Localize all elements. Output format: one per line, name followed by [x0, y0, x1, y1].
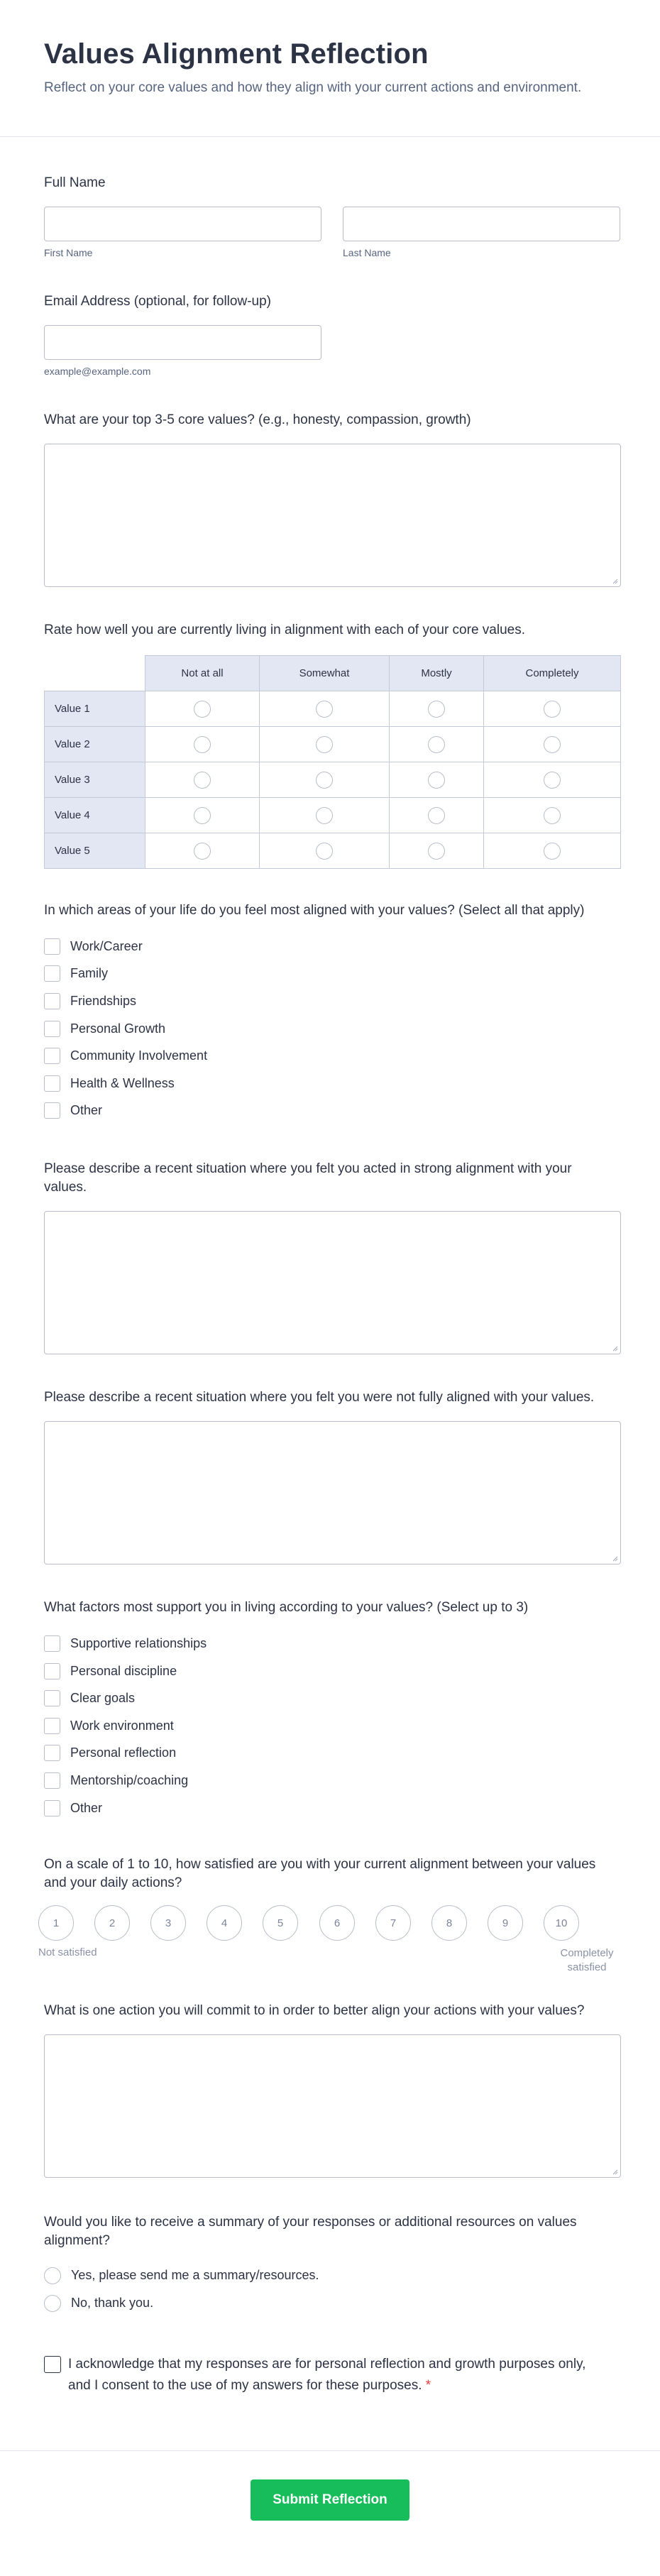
consent-checkbox-row[interactable] — [44, 2354, 616, 2396]
matrix-corner — [45, 656, 145, 691]
satisfaction-scale — [38, 1905, 621, 1974]
aligned-areas-section — [44, 901, 616, 1124]
matrix-radio[interactable] — [194, 772, 211, 789]
checkbox[interactable] — [44, 993, 60, 1009]
checkbox[interactable] — [44, 965, 60, 982]
full-name-section — [44, 174, 616, 258]
scale-option-8[interactable]: 8 — [431, 1905, 467, 1941]
summary-label: Would you like to receive a summary of your responses or additional resources on values alignment? — [44, 2215, 577, 2249]
matrix-radio[interactable] — [316, 701, 333, 718]
matrix-row-header: Value 2 — [45, 727, 145, 762]
first-name-sublabel: First Name — [44, 247, 93, 258]
matrix-row — [45, 833, 621, 869]
email-sublabel: example@example.com — [44, 366, 151, 377]
matrix-col-header: Not at all — [145, 656, 260, 691]
form-footer — [0, 2450, 660, 2521]
matrix-radio[interactable] — [428, 843, 445, 860]
checkbox[interactable] — [44, 1718, 60, 1734]
areas-checkbox-list — [44, 933, 616, 1124]
matrix-radio[interactable] — [316, 843, 333, 860]
form-body — [0, 174, 660, 2396]
matrix-radio[interactable] — [428, 736, 445, 753]
matrix-radio[interactable] — [544, 772, 561, 789]
form-subtitle: Reflect on your core values and how they align with your current actions and environment. — [44, 80, 582, 95]
core-values-textarea[interactable] — [44, 444, 621, 587]
matrix-radio[interactable] — [194, 843, 211, 860]
core-values-section — [44, 411, 616, 587]
commit-action-textarea[interactable] — [44, 2034, 621, 2178]
checkbox[interactable] — [44, 1021, 60, 1037]
not-aligned-label: Please describe a recent situation where you felt you were not fully aligned with your values. — [44, 1390, 595, 1405]
resize-grip-icon[interactable] — [611, 1555, 618, 1562]
factors-option[interactable]: Work environment — [44, 1712, 616, 1740]
form-header — [0, 0, 660, 137]
scale-option-7[interactable]: 7 — [375, 1905, 411, 1941]
matrix-radio[interactable] — [194, 807, 211, 824]
areas-option[interactable]: Friendships — [44, 987, 616, 1015]
matrix-radio[interactable] — [316, 807, 333, 824]
summary-request-section — [44, 2213, 616, 2317]
required-mark: * — [425, 2378, 431, 2394]
resize-grip-icon[interactable] — [611, 1344, 618, 1352]
alignment-matrix-section — [44, 621, 616, 869]
matrix-radio[interactable] — [428, 701, 445, 718]
matrix-radio[interactable] — [428, 807, 445, 824]
last-name-sublabel: Last Name — [343, 247, 391, 258]
checkbox[interactable] — [44, 1048, 60, 1064]
consent-text: I acknowledge that my responses are for personal reflection and growth purposes only, and I consent to the use of my answers for these purposes. * — [68, 2357, 586, 2394]
form-title: Values Alignment Reflection — [44, 38, 429, 70]
factors-option[interactable]: Other — [44, 1794, 616, 1822]
satisfaction-scale-section — [38, 1856, 616, 1974]
not-aligned-section — [44, 1388, 616, 1564]
consent-section — [44, 2354, 616, 2396]
matrix-col-header: Completely — [484, 656, 621, 691]
scale-low-label: Not satisfied — [38, 1946, 97, 1959]
areas-option[interactable]: Work/Career — [44, 933, 616, 960]
first-name-input[interactable] — [44, 207, 321, 241]
matrix-radio[interactable] — [428, 772, 445, 789]
matrix-row-header: Value 3 — [45, 762, 145, 798]
factors-option[interactable]: Personal reflection — [44, 1740, 616, 1767]
matrix-label: Rate how well you are currently living in alignment with each of your core values. — [44, 623, 525, 637]
matrix-row — [45, 691, 621, 727]
checkbox[interactable] — [44, 1102, 60, 1119]
matrix-row — [45, 727, 621, 762]
areas-option[interactable]: Family — [44, 960, 616, 988]
consent-checkbox[interactable] — [44, 2356, 61, 2373]
summary-radio-list — [44, 2262, 616, 2317]
strong-alignment-textarea[interactable] — [44, 1211, 621, 1354]
commit-action-label: What is one action you will commit to in order to better align your actions with your values? — [44, 2003, 585, 2019]
core-values-label: What are your top 3-5 core values? (e.g., honesty, compassion, growth) — [44, 412, 471, 427]
scale-option-2[interactable]: 2 — [94, 1905, 130, 1941]
scale-option-4[interactable]: 4 — [207, 1905, 242, 1941]
scale-option-1[interactable]: 1 — [38, 1905, 74, 1941]
checkbox[interactable] — [44, 1635, 60, 1652]
areas-option[interactable]: Personal Growth — [44, 1015, 616, 1043]
factors-label: What factors most support you in living according to your values? (Select up to 3) — [44, 1600, 529, 1616]
checkbox[interactable] — [44, 1663, 60, 1679]
support-factors-section — [44, 1599, 616, 1821]
matrix-radio[interactable] — [316, 736, 333, 753]
full-name-label: Full Name — [44, 175, 106, 190]
last-name-input[interactable] — [343, 207, 620, 241]
checkbox[interactable] — [44, 1075, 60, 1092]
not-aligned-textarea[interactable] — [44, 1421, 621, 1564]
matrix-row — [45, 798, 621, 833]
checkbox[interactable] — [44, 1745, 60, 1761]
matrix-radio[interactable] — [544, 736, 561, 753]
resize-grip-icon[interactable] — [611, 577, 618, 584]
matrix-col-header: Somewhat — [260, 656, 390, 691]
strong-alignment-section — [44, 1160, 616, 1354]
scale-option-6[interactable]: 6 — [319, 1905, 355, 1941]
areas-option[interactable]: Health & Wellness — [44, 1070, 616, 1097]
matrix-col-header: Mostly — [390, 656, 484, 691]
areas-label: In which areas of your life do you feel most aligned with your values? (Select all that apply) — [44, 903, 585, 918]
matrix-row — [45, 762, 621, 798]
matrix-radio[interactable] — [194, 736, 211, 753]
factors-checkbox-list — [44, 1630, 616, 1821]
matrix-radio[interactable] — [544, 843, 561, 860]
summary-option-yes[interactable]: Yes, please send me a summary/resources. — [44, 2262, 616, 2289]
email-section — [44, 292, 616, 377]
factors-option[interactable]: Clear goals — [44, 1684, 616, 1712]
factors-option[interactable]: Mentorship/coaching — [44, 1767, 616, 1794]
checkbox[interactable] — [44, 1690, 60, 1706]
matrix-radio[interactable] — [316, 772, 333, 789]
checkbox[interactable] — [44, 1772, 60, 1789]
summary-option-no[interactable]: No, thank you. — [44, 2289, 616, 2317]
commit-action-section — [44, 2002, 616, 2178]
matrix-radio[interactable] — [544, 701, 561, 718]
scale-option-9[interactable]: 9 — [488, 1905, 523, 1941]
factors-option[interactable]: Supportive relationships — [44, 1630, 616, 1657]
submit-button[interactable]: Submit Reflection — [251, 2479, 409, 2521]
matrix-radio[interactable] — [194, 701, 211, 718]
factors-option[interactable]: Personal discipline — [44, 1657, 616, 1685]
scale-option-5[interactable]: 5 — [263, 1905, 298, 1941]
matrix-row-header: Value 1 — [45, 691, 145, 727]
matrix-radio[interactable] — [544, 807, 561, 824]
checkbox[interactable] — [44, 938, 60, 955]
matrix-row-header: Value 4 — [45, 798, 145, 833]
scale-label: On a scale of 1 to 10, how satisfied are you with your current alignment between your values and your daily actions? — [44, 1857, 596, 1891]
strong-alignment-label: Please describe a recent situation where you felt you acted in strong alignment with your values. — [44, 1161, 572, 1195]
matrix-row-header: Value 5 — [45, 833, 145, 869]
areas-option[interactable]: Other — [44, 1097, 616, 1125]
scale-option-3[interactable]: 3 — [150, 1905, 186, 1941]
scale-option-10[interactable]: 10 — [544, 1905, 579, 1941]
resize-grip-icon[interactable] — [611, 2168, 618, 2175]
scale-high-label: Completely satisfied — [560, 1947, 614, 1974]
alignment-matrix — [44, 655, 621, 869]
email-input[interactable] — [44, 325, 321, 360]
radio-button[interactable] — [44, 2295, 61, 2312]
checkbox[interactable] — [44, 1800, 60, 1816]
radio-button[interactable] — [44, 2267, 61, 2284]
email-label: Email Address (optional, for follow-up) — [44, 294, 271, 309]
areas-option[interactable]: Community Involvement — [44, 1042, 616, 1070]
